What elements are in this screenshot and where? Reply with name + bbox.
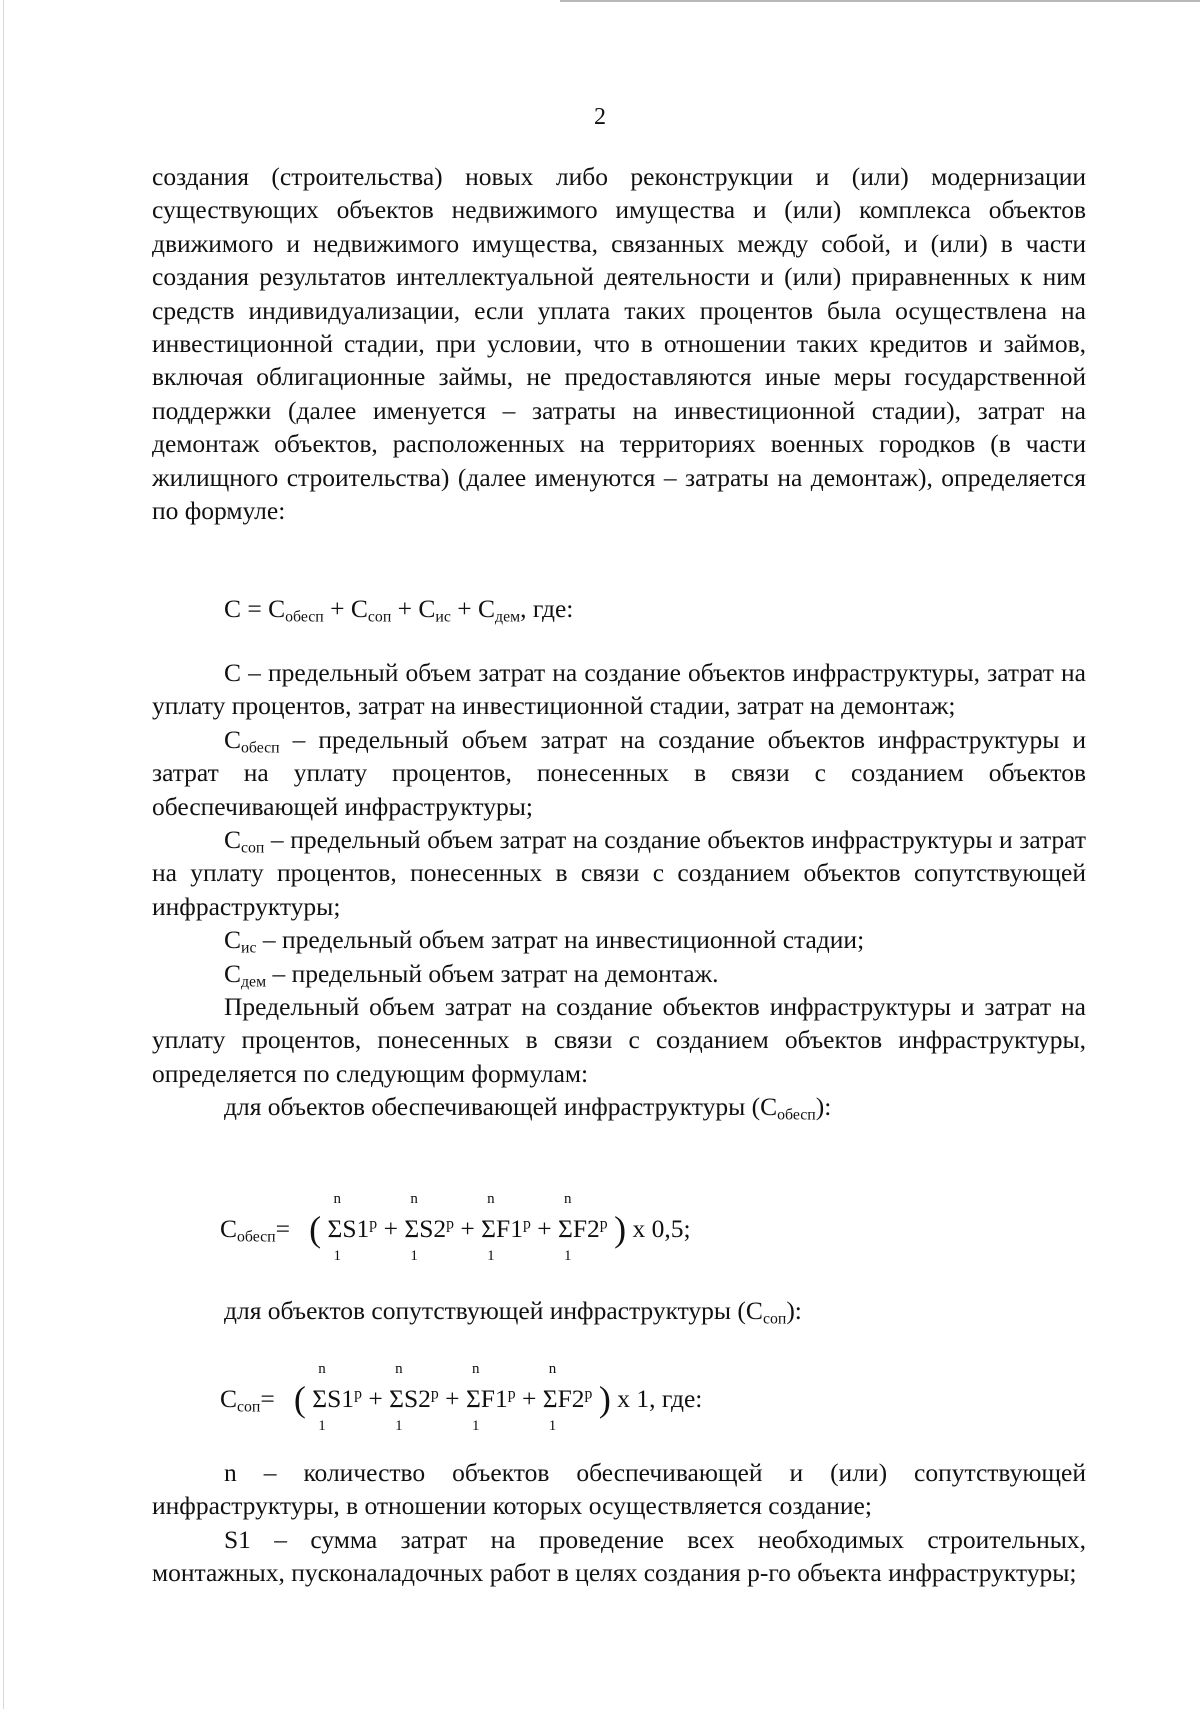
for-obesp-line: для объектов обеспечивающей инфраструктуры $(C_{обесп})$: xyxy=(224,1092,832,1125)
sum-f2: n Σ 1 xyxy=(542,1361,558,1434)
sum-f1: n Σ 1 xyxy=(465,1361,481,1434)
formula-eq: = C xyxy=(241,594,286,623)
variables-block xyxy=(152,1456,1086,1590)
for-sop-line: для объектов сопутствующей инфраструктуры $(C_{соп})$: xyxy=(224,1296,802,1328)
definition-c-obesp: $C_{обесп}$ – предельный объем затрат на создание объектов инфраструктуры и затрат на уплату процентов, понесенных в связи с созданием объектов обеспечивающей инфраструктуры; xyxy=(152,724,1086,821)
page-number: 2 xyxy=(594,104,606,130)
definition-c-sop: $C_{соп}$ – предельный объем затрат на создание объектов инфраструктуры и затрат на уплату процентов, понесенных в связи с созданием объектов сопутствующей инфраструктуры; xyxy=(152,825,1086,921)
definitions-block xyxy=(152,656,1086,1124)
sum-s1: n Σ 1 xyxy=(312,1361,328,1434)
sum-f2: n Σ 1 xyxy=(558,1191,573,1264)
formula-obesp: $C_{обесп}=$ ( n Σ 1 $S1^p$ + n Σ 1 $S2^p$ + n Σ 1 $F1^p$ + n Σ 1 F2$^p$ ) x 0,5; xyxy=(220,1191,691,1264)
formula-c: C xyxy=(224,594,242,623)
formula-tail: , где: xyxy=(520,594,574,623)
sum-s1: n Σ 1 xyxy=(327,1191,343,1264)
intro-paragraph: создания (строительства) новых либо реконструкции и (или) модернизации существующих объектов недвижимого имущества и (или) комплекса объектов движимого и недвижимого имущества, связанных между собой, и (или) в части создания результатов интеллектуальной деятельности и (или) приравненных к ним средств индивидуализации, если уплата таких процентов была осуществлена на инвестиционной стадии, при условии, что в отношении таких кредитов и займов, включая облигационные займы, не предоставляются иные меры государственной поддержки (далее именуется – затраты на инвестиционной стадии), затрат на демонтаж объектов, расположенных на территориях военных городков (в части жилищного строительства) (далее именуются – затраты на демонтаж), определяется по формуле: xyxy=(152,162,1086,526)
definition-s1: S1 – сумма затрат на проведение всех необходимых строительных, монтажных, пусконаладочных работ в целях создания р-го объекта инфраструктуры; xyxy=(152,1524,1086,1588)
formula-plus: + C xyxy=(323,594,368,623)
formula-sub-obesp: обесп xyxy=(285,608,324,626)
for-sop-block xyxy=(152,1294,1086,1327)
sum-f1: n Σ 1 xyxy=(481,1191,497,1264)
sum-s2: n Σ 1 xyxy=(404,1191,420,1264)
formula-total xyxy=(224,594,573,624)
scan-edge-top xyxy=(560,0,1200,2)
formula-sop: $C_{соп}=$ ( n Σ 1 $S1^p$ + n Σ 1 $S2^p$ + n Σ 1 $F1^p$ + n Σ 1 F2$^p$ ) x 1, где: xyxy=(220,1361,703,1434)
definition-c-is: $C_{ис}$ – предельный объем затрат на инвестиционной стадии; xyxy=(224,925,865,957)
definition-c-dem: $C_{дем}$ – предельный объем затрат на демонтаж. xyxy=(224,958,719,991)
formula-sub-is: ис xyxy=(435,608,451,626)
formula-sub-sop: соп xyxy=(367,608,392,626)
scan-edge-left xyxy=(3,0,4,1709)
open-paren: ( xyxy=(309,1209,322,1249)
close-paren: ) xyxy=(598,1379,611,1419)
definition-n: n – количество объектов обеспечивающей и (или) сопутствующей инфраструктуры, в отношении которых осуществляется создание; xyxy=(152,1458,1086,1521)
limit-paragraph: Предельный объем затрат на создание объектов инфраструктуры и затрат на уплату процентов, понесенных в связи с созданием объектов инфраструктуры, определяется по следующим формулам: xyxy=(152,992,1086,1088)
formula-plus: + C xyxy=(450,594,496,623)
definition-c: C – предельный объем затрат на создание объектов инфраструктуры, затрат на уплату процентов, затрат на инвестиционной стадии, затрат на демонтаж; xyxy=(152,658,1086,721)
formula-plus: + C xyxy=(391,594,436,623)
formula-sub-dem: дем xyxy=(495,608,521,626)
close-paren: ) xyxy=(614,1209,627,1249)
intro-block xyxy=(152,160,1086,527)
open-paren: ( xyxy=(293,1379,306,1419)
sum-s2: n Σ 1 xyxy=(389,1361,404,1434)
